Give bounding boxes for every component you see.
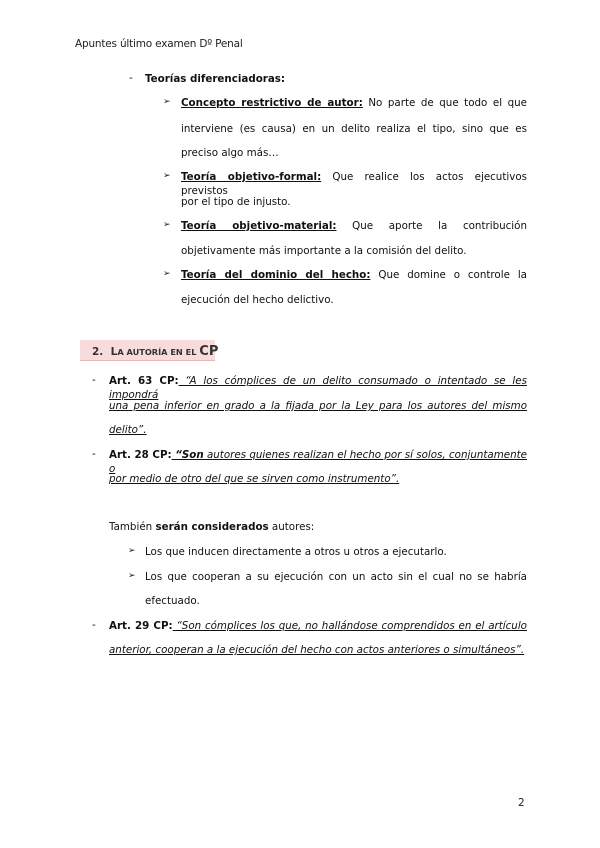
arrow-bullet-icon: ➢ [163,97,171,107]
theory-1-line-3: preciso algo más… [181,147,279,159]
page-number: 2 [518,797,525,809]
dash-bullet: - [92,619,96,631]
theory-1-title: Concepto restrictivo de autor: [181,97,363,109]
art-29-line-2: anterior, cooperan a la ejecución del hecho con actos anteriores o simultáneos”. [109,644,525,656]
theory-3-line-2: objetivamente más importante a la comisión del delito. [181,245,467,257]
art-63-label: Art. 63 CP: [109,375,179,387]
arrow-bullet-icon: ➢ [128,546,136,556]
dash-bullet: - [92,374,96,386]
art-63-line-2: una pena inferior en grado a la fijada por la Ley para los autores del mismo [109,400,527,412]
also-intro: También serán considerados autores: [109,521,315,533]
also-item-2-line-1: Los que cooperan a su ejecución con un acto sin el cual no se habría [145,571,527,583]
theory-4-title: Teoría del dominio del hecho: [181,269,371,281]
theory-3-line-1: Teoría objetivo-material: Que aporte la contribución [181,220,527,232]
art-63-line-1: Art. 63 CP: “A los cómplices de un delito consumado o intentado se les impondrá [109,375,527,401]
arrow-bullet-icon: ➢ [163,220,171,230]
theory-1-line-2: interviene (es causa) en un delito realiza el tipo, sino que es [181,123,527,135]
theory-1-line-1: Concepto restrictivo de autor: No parte de que todo el que [181,97,527,109]
arrow-bullet-icon: ➢ [163,171,171,181]
theory-2-line-2: por el tipo de injusto. [181,196,291,208]
dash-bullet: - [129,72,133,84]
section-heading: 2. LA AUTORÍA EN EL CP [92,344,219,359]
art-28-line-1: Art. 28 CP: “Son autores quienes realizan el hecho por sí solos, conjuntamente o [109,449,527,475]
arrow-bullet-icon: ➢ [163,269,171,279]
dash-bullet: - [92,448,96,460]
page-header: Apuntes último examen Dº Penal [75,38,243,50]
art-29-label: Art. 29 CP: [109,620,173,632]
art-28-line-2: por medio de otro del que se sirven como instrumento”. [109,473,400,485]
also-item-1: Los que inducen directamente a otros u otros a ejecutarlo. [145,546,447,558]
theory-2-line-1: Teoría objetivo-formal: Que realice los actos ejecutivos previstos [181,171,527,197]
art-29-line-1: Art. 29 CP: “Son cómplices los que, no hallándose comprendidos en el artículo [109,620,527,632]
theory-4-line-1: Teoría del dominio del hecho: Que domine o controle la [181,269,527,281]
theory-2-title: Teoría objetivo-formal: [181,171,322,183]
theory-3-title: Teoría objetivo-material: [181,220,337,232]
arrow-bullet-icon: ➢ [128,571,136,581]
art-28-label: Art. 28 CP: [109,449,172,461]
art-63-line-3: delito”. [109,424,147,436]
also-item-2-line-2: efectuado. [145,595,200,607]
theory-4-line-2: ejecución del hecho delictivo. [181,294,334,306]
theories-heading: Teorías diferenciadoras: [145,73,286,85]
